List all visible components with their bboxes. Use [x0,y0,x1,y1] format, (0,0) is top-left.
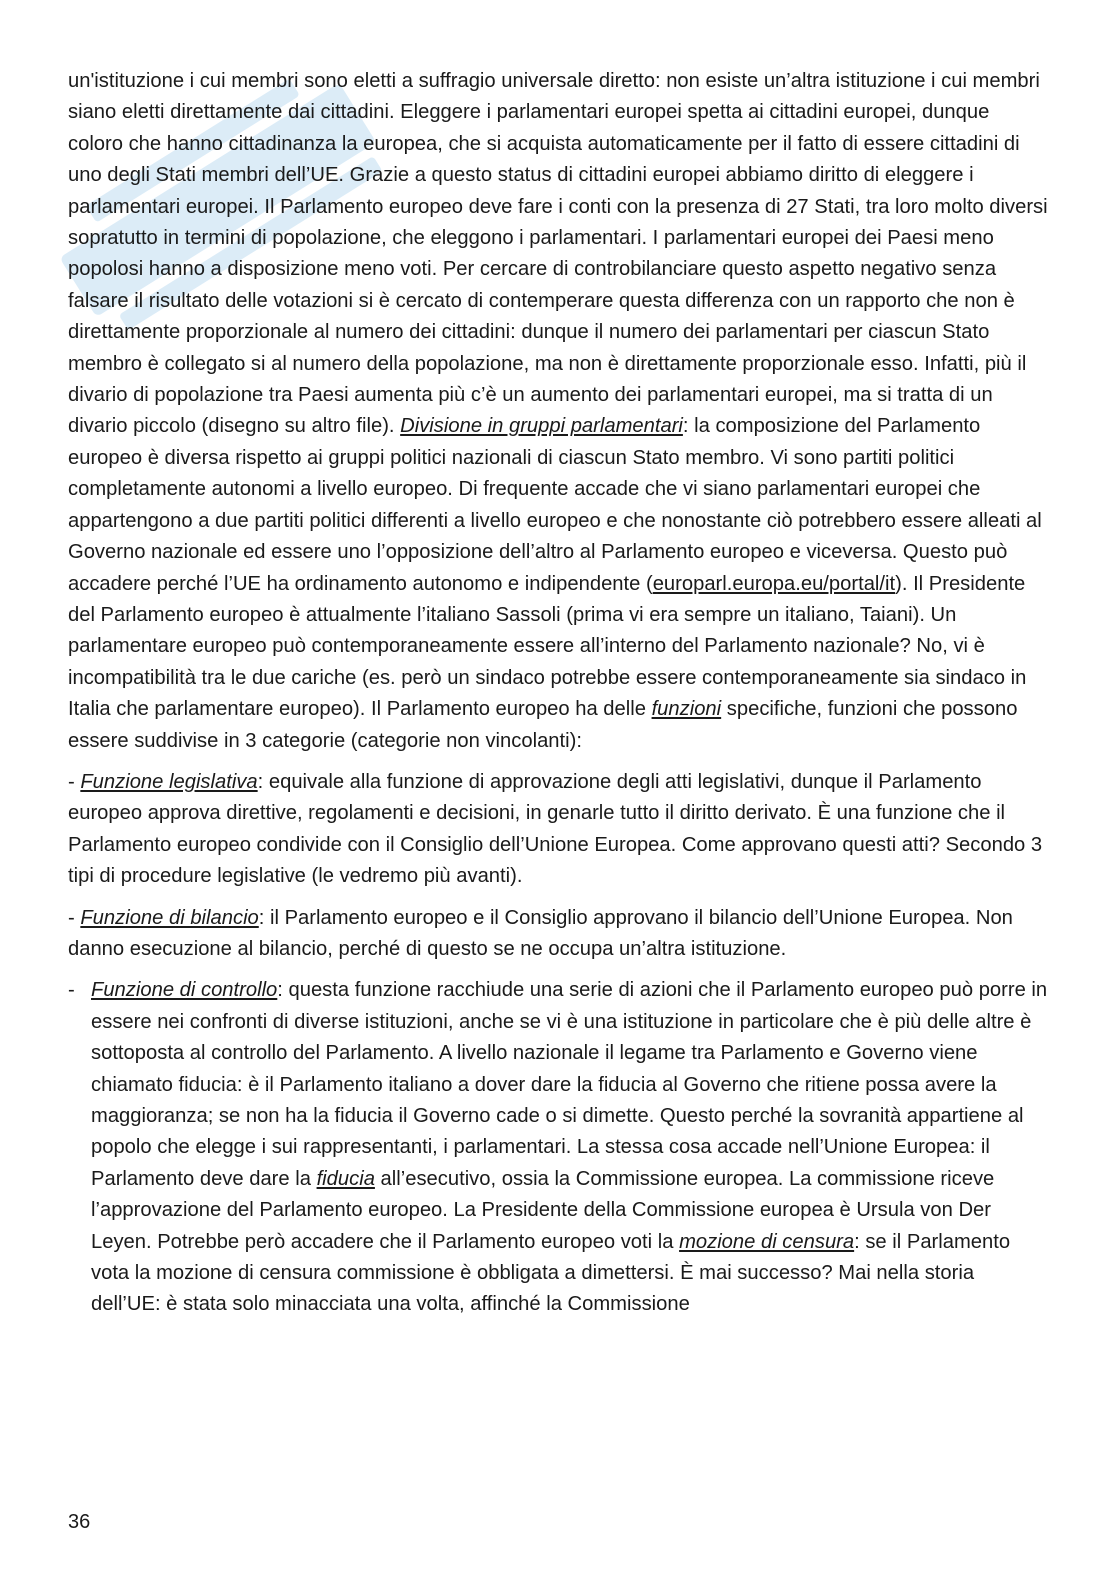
heading-gruppi-parlamentari: Divisione in gruppi parlamentari [400,415,683,438]
paragraph-funzione-legislativa: - Funzione legislativa: equivale alla funzione di approvazione degli atti legislativi, dunque il Parlamento europeo approva direttive, regolamenti e decisioni, in genarle tutto il diritto derivato. È una funzione che il Parlamento europeo condivide con il Consiglio dell’Unione Europea. Come approvano questi atti? Secondo 3 tipi di procedure legislative (le vedremo più avanti). [68,770,1043,888]
europarl-link[interactable]: europarl.europa.eu/portal/it [652,572,896,595]
page-body [68,66,1048,1321]
page-number: 36 [68,1511,91,1533]
paragraph-intro: un'istituzione i cui membri sono eletti a suffragio universale diretto: non esiste un’altra istituzione i cui membri siano eletti direttamente dai cittadini. Eleggere i parlamentari europei spetta ai cittadini europei, dunque coloro che hanno cittadinanza la europea, che si acquista automaticamente per il fatto di essere cittadini di uno degli Stati membri dell’UE. Grazie a questo status di cittadini europei abbiamo diritto di eleggere i parlamentari europei. Il Parlamento europeo deve fare i conti con la presenza di 27 Stati, tra loro molto diversi sopratutto in termini di popolazione, che eleggono i parlamentari. I parlamentari europei dei Paesi meno popolosi hanno a disposizione meno voti. Per cercare di controbilanciare questo aspetto negativo senza falsare il risultato delle votazioni si è cercato di contemperare questa differenza con un rapporto che non è direttamente proporzionale al numero dei cittadini: dunque il numero dei parlamentari per ciascun Stato membro è collegato si al numero della popolazione, ma non è direttamente proporzionale esso. Infatti, più il divario di popolazione tra Paesi aumenta più c’è un aumento dei parlamentari europei, ma si tratta di un divario piccolo (disegno su altro file). Divisione in gruppi parlamentari: la composizione del Parlamento europeo è diversa rispetto ai gruppi politici nazionali di ciascun Stato membro. Vi sono partiti politici completamente autonomi a livello europeo. Di frequente accade che vi siano parlamentari europei che appartengono a due partiti politici differenti a livello europeo e che nonostante ciò potrebbero essere alleati al Governo nazionale ed essere uno l’opposizione dell’altro al Parlamento europeo e viceversa. Questo può accadere perché l’UE ha ordinamento autonomo e indipendente (europarl.europa.eu/portal/it). Il Presidente del Parlamento europeo è attualmente l’italiano Sassoli (prima vi era sempre un italiano, Taiani). Un parlamentare europeo può contemporaneamente essere all’interno del Parlamento nazionale? No, vi è incompatibilità tra le due cariche (es. però un sindaco potrebbe essere contemporaneamente sia sindaco in Italia che parlamentare europeo). Il Parlamento europeo ha delle funzioni specifiche, funzioni che possono essere suddivise in 3 categorie (categorie non vincolanti): [68,70,1048,752]
heading-funzione-legislativa: Funzione legislativa [80,770,258,793]
term-fiducia: fiducia [316,1167,375,1190]
bullet-dash: - [68,979,75,1002]
paragraph-funzione-bilancio: - Funzione di bilancio: il Parlamento europeo e il Consiglio approvano il bilancio dell’Unione Europea. Non danno esecuzione al bilancio, perché di questo se ne occupa un’altra istituzione. [68,906,1013,960]
paragraph-funzione-controllo: - Funzione di controllo: questa funzione racchiude una serie di azioni che il Parlamento europeo può porre in essere nei confronti di diverse istituzioni, anche se vi è una istituzione in particolare che è più delle altre è sottoposta al controllo del Parlamento. A livello nazionale il legame tra Parlamento e Governo viene chiamato fiducia: è il Parlamento italiano a dover dare la fiducia al Governo che ritiene possa avere la maggioranza; se non ha la fiducia il Governo cade o si dimette. Questo perché la sovranità appartiene al popolo che elegge i sui rappresentanti, i parlamentari. La stessa cosa accade nell’Unione Europea: il Parlamento deve dare la fiducia all’esecutivo, ossia la Commissione europea. La commissione riceve l’approvazione del Parlamento europeo. La Presidente della Commissione europea è Ursula von Der Leyen. Potrebbe però accadere che il Parlamento europeo voti la mozione di censura: se il Parlamento vota la mozione di censura commissione è obbligata a dimettersi. È mai successo? Mai nella storia dell’UE: è stata solo minacciata una volta, affinché la Commissione [68,975,1048,1320]
heading-funzioni: funzioni [651,698,722,721]
heading-funzione-controllo: Funzione di controllo [91,979,278,1002]
heading-funzione-bilancio: Funzione di bilancio [80,906,259,929]
term-mozione-di-censura: mozione di censura [679,1230,855,1253]
